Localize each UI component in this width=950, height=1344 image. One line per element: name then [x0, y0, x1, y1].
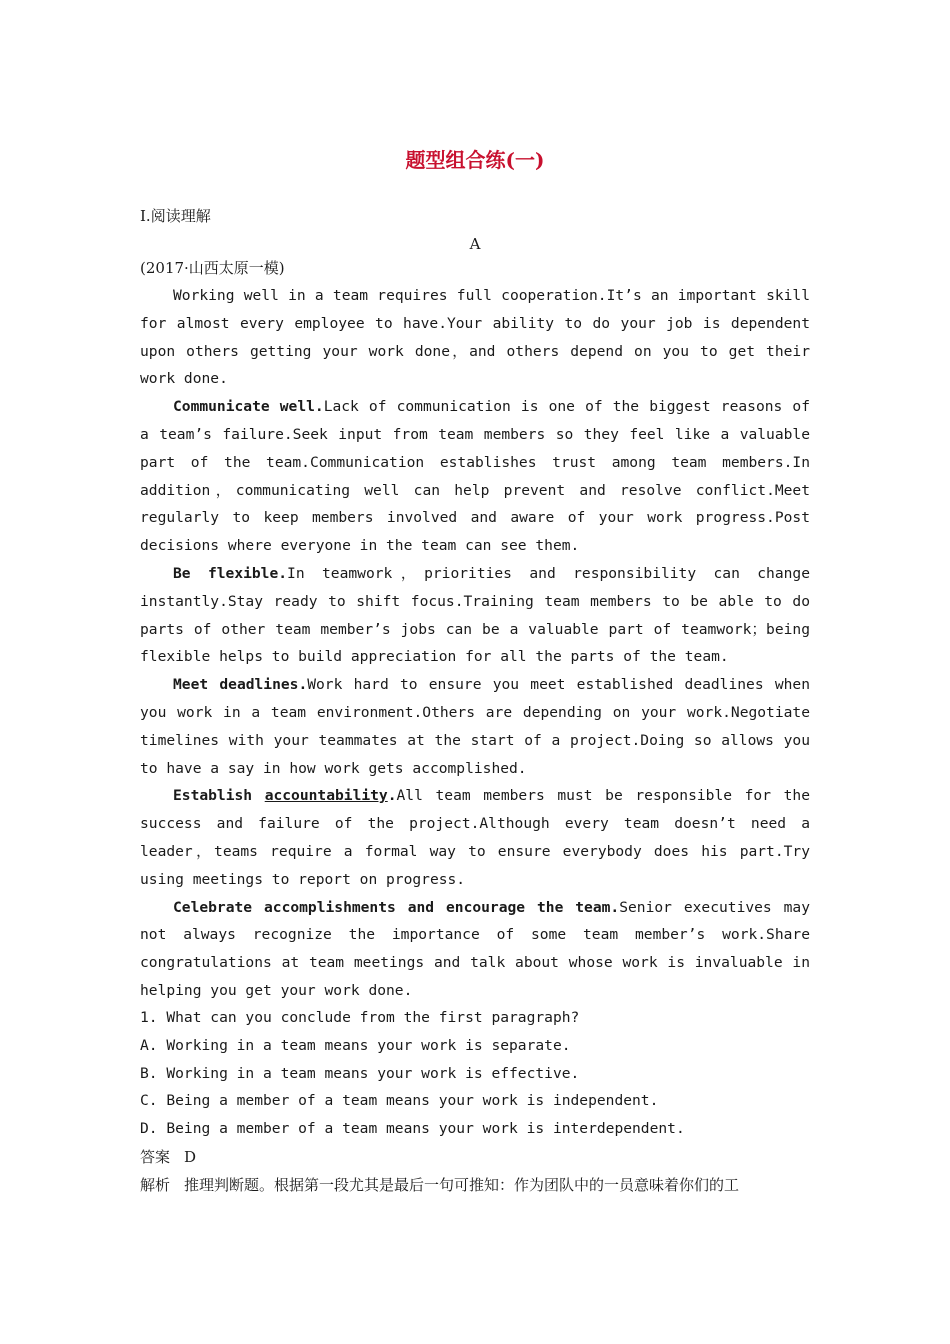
option-a: A. Working in a team means your work is separate. — [140, 1036, 571, 1054]
answer-line — [140, 1143, 830, 1171]
paragraph-lead: Meet deadlines. — [173, 676, 308, 694]
paragraph-lead: Communicate well. — [173, 398, 324, 416]
section-heading: Ⅰ.阅读理解 — [140, 207, 211, 225]
paragraph — [140, 282, 810, 393]
paragraph — [140, 393, 810, 560]
analysis-label: 解析 — [140, 1176, 171, 1194]
paragraph-text: All team members must be responsible for the success and failure of the project.Although every team doesn’t need a leader，teams require a formal way to ensure everybody does his part.Try using meetings to report on progress. — [140, 787, 810, 888]
analysis-text: 推理判断题。根据第一段尤其是最后一句可推知：作为团队中的一员意味着你们的工 — [184, 1176, 740, 1194]
paragraph — [140, 894, 810, 1005]
underlined-word: accountability — [264, 787, 388, 805]
question-stem: 1. What can you conclude from the first paragraph? — [140, 1009, 580, 1026]
answer-value: D — [184, 1148, 197, 1166]
paragraph-text: In teamwork，priorities and responsibility can change instantly.Stay ready to shift focus.Training team members to be able to do parts of other team member’s jobs can be a valuable part of teamwork；being flexible helps to build appreciation for all the parts of the team. — [140, 564, 810, 666]
paragraph — [140, 782, 810, 893]
passage-label: A — [469, 235, 481, 253]
paragraph-lead-text: Establish — [173, 787, 265, 805]
answer-label: 答案 — [140, 1148, 171, 1166]
paragraph-lead: Be flexible. — [173, 564, 288, 582]
passage-source: (2017·山西太原一模) — [140, 259, 285, 277]
analysis-line — [140, 1171, 830, 1199]
paragraph-text: Senior executives may not always recognize the importance of some team member’s work.Share congratulations at team meetings and talk about whose work is invaluable in helping you get your work done. — [140, 898, 811, 999]
paragraph — [140, 671, 810, 782]
option-b: B. Working in a team means your work is effective. — [140, 1064, 580, 1082]
option-c: C. Being a member of a team means your work is independent. — [140, 1092, 659, 1110]
paragraph-lead-tail: . — [387, 787, 397, 805]
paragraph-text: Work hard to ensure you meet established deadlines when you work in a team environment.Others are depending on your work.Negotiate timelines with your teammates at the start of a project.Doing so allows you to have a say in how work gets accomplished. — [140, 676, 810, 777]
paragraph-text: Working well in a team requires full cooperation.It’s an important skill for almost every employee to have.Your ability to do your job is dependent upon others getting your work done，and others depend on you to get their work done. — [140, 287, 810, 388]
paragraph-lead: Celebrate accomplishments and encourage the team. — [173, 898, 620, 916]
question-block — [140, 1004, 810, 1143]
page-title: 题型组合练(一) — [405, 148, 545, 172]
passage-body — [140, 282, 810, 1005]
paragraph-text: Lack of communication is one of the biggest reasons of a team’s failure.Seek input from team members so they feel like a valuable part of the team.Communication establishes trust among team members.In addition，communicating well can help prevent and resolve conflict.Meet regularly to keep members involved and aware of your work progress.Post decisions where everyone in the team can see them. — [140, 398, 810, 555]
paragraph — [140, 560, 810, 671]
paragraph-lead — [173, 787, 397, 804]
answer-block — [140, 1143, 830, 1199]
option-d: D. Being a member of a team means your work is interdependent. — [140, 1120, 685, 1138]
